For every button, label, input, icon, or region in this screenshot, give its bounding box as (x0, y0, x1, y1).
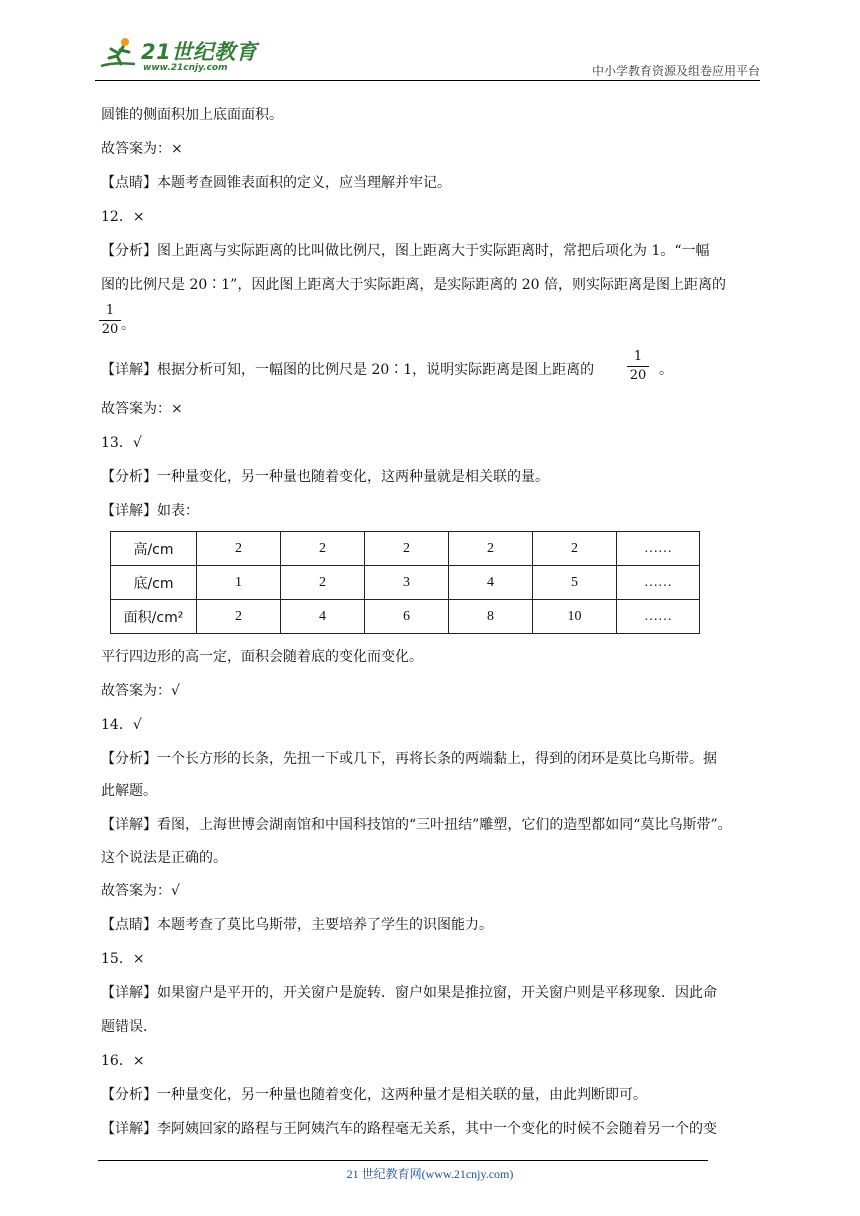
text-line: 圆锥的侧面积加上底面面积。 (101, 107, 283, 123)
fraction (99, 304, 121, 337)
row-header: 高/cm (111, 532, 197, 566)
data-table (110, 531, 700, 634)
text-line: 故答案为：√ (101, 883, 180, 899)
table-cell: 4 (449, 566, 533, 600)
text-line: 。 (659, 362, 673, 378)
footer-text: 21 世纪教育网(www.21cnjy.com) (346, 1167, 514, 1181)
table-cell: 10 (533, 600, 617, 634)
text-line: 题错误． (101, 1019, 157, 1035)
runner-logo-icon (99, 36, 139, 72)
table-cell: 2 (365, 532, 449, 566)
text-line: 【分析】一个长方形的长条，先扭一下或几下，再将长条的两端黏上，得到的闭环是莫比乌斯带。据 (101, 751, 717, 767)
fraction (627, 350, 649, 383)
text-line: 此解题。 (101, 783, 157, 799)
text-line: 故答案为：× (101, 141, 183, 157)
table-cell: 4 (281, 600, 365, 634)
question-number: 15．× (101, 951, 145, 967)
text-line: 【分析】一种量变化，另一种量也随着变化，这两种量就是相关联的量。 (101, 469, 549, 485)
text-line: 故答案为：× (101, 401, 183, 417)
table-cell: 6 (365, 600, 449, 634)
logo-text: 21世纪教育 (141, 40, 258, 64)
text-line: 这个说法是正确的。 (101, 850, 227, 866)
table-cell: 3 (365, 566, 449, 600)
platform-name: 中小学教育资源及组卷应用平台 (591, 64, 760, 78)
text-line: 【详解】根据分析可知，一幅图的比例尺是 20∶1，说明实际距离是图上距离的 (101, 362, 595, 378)
page-header (95, 34, 760, 80)
table-cell: 5 (533, 566, 617, 600)
footer-divider (98, 1160, 708, 1161)
text-line: 【详解】如果窗户是平开的，开关窗户是旋转．窗户如果是推拉窗，开关窗户则是平移现象．因此命 (101, 985, 717, 1001)
table-cell: 1 (197, 566, 281, 600)
text-line: 平行四边形的高一定，面积会随着底的变化而变化。 (101, 649, 423, 665)
question-number: 12．× (101, 209, 145, 225)
text-line: 【详解】李阿姨回家的路程与王阿姨汽车的路程毫无关系，其中一个变化的时候不会随着另一个的变 (101, 1121, 717, 1137)
text-line: 【分析】图上距离与实际距离的比叫做比例尺，图上距离大于实际距离时，常把后项化为 1。“一幅 (101, 243, 710, 259)
site-logo (95, 34, 265, 76)
text-line: 【点睛】本题考查圆锥表面积的定义，应当理解并牢记。 (101, 175, 451, 191)
fraction-numerator: 1 (633, 349, 643, 364)
text-line: 【详解】如表： (101, 503, 199, 519)
text-line: 【分析】一种量变化，另一种量也随着变化，这两种量才是相关联的量，由此判断即可。 (101, 1087, 647, 1103)
table-cell: 2 (197, 600, 281, 634)
question-number: 16．× (101, 1053, 145, 1069)
table-cell: 8 (449, 600, 533, 634)
fraction-denominator: 20 (101, 322, 119, 337)
table-cell: 2 (197, 532, 281, 566)
table-cell: 2 (281, 532, 365, 566)
fraction-bar (99, 320, 121, 321)
table-cell: 2 (533, 532, 617, 566)
table-cell: …… (617, 600, 700, 634)
text-line: 【点睛】本题考查了莫比乌斯带，主要培养了学生的识图能力。 (101, 917, 493, 933)
table-cell: …… (617, 566, 700, 600)
row-header: 面积/cm² (111, 600, 197, 634)
table-cell: …… (617, 532, 700, 566)
fraction-bar (627, 366, 649, 367)
text-line: 图的比例尺是 20∶1”，因此图上距离大于实际距离，是实际距离的 20 倍，则实际距离是图上距离的 (101, 277, 727, 293)
question-number: 14．√ (101, 717, 142, 733)
text-line: 故答案为：√ (101, 683, 180, 699)
fraction-numerator: 1 (105, 303, 115, 318)
table-cell: 2 (281, 566, 365, 600)
question-number: 13．√ (101, 435, 142, 451)
fraction-denominator: 20 (629, 368, 647, 383)
header-divider (95, 80, 760, 81)
text-line: 【详解】看图，上海世博会湖南馆和中国科技馆的“三叶扭结”雕塑，它们的造型都如同“莫比乌斯带”。 (101, 817, 732, 833)
text-line: 。 (121, 317, 135, 333)
table-row (111, 600, 700, 634)
table-cell: 2 (449, 532, 533, 566)
row-header: 底/cm (111, 566, 197, 600)
logo-url: www.21cnjy.com (143, 63, 228, 73)
table-row (111, 532, 700, 566)
table-row (111, 566, 700, 600)
